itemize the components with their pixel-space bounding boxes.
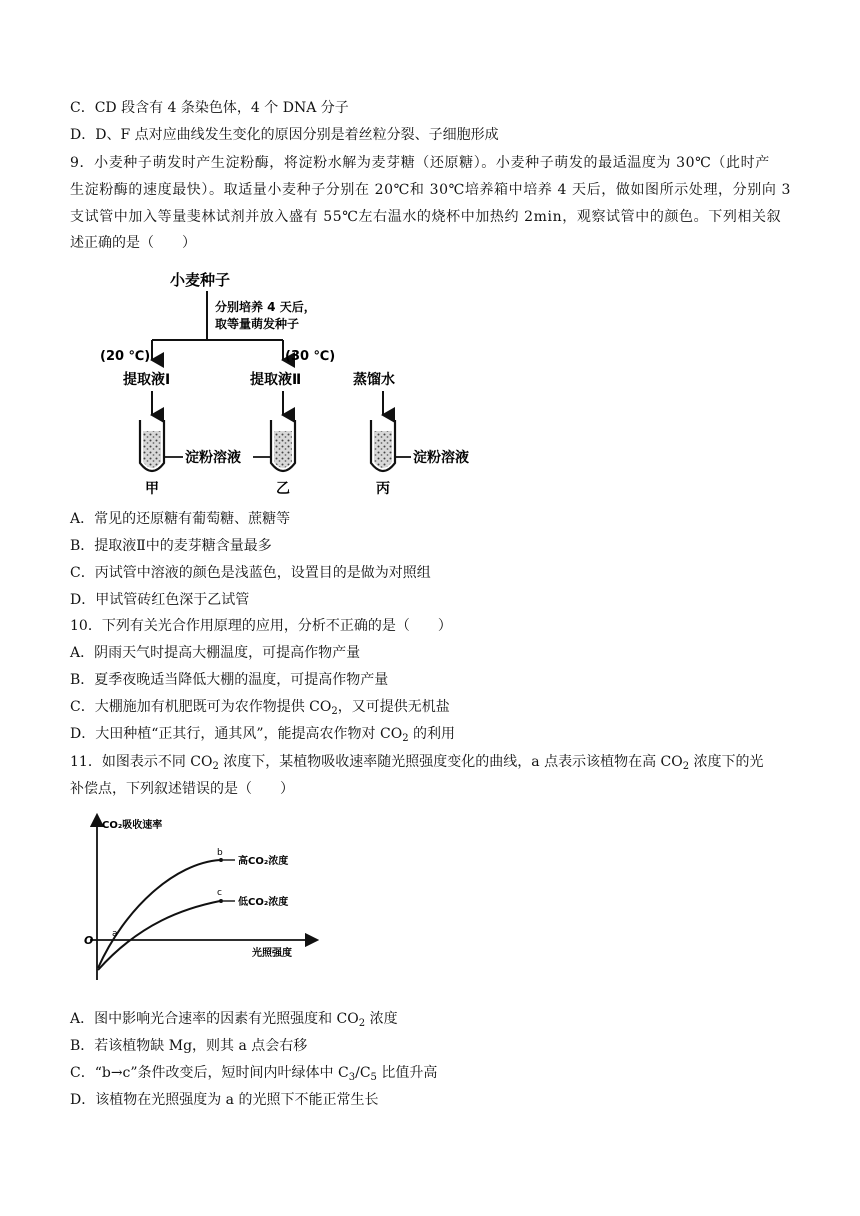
- diagram-seed-label: 小麦种子: [170, 271, 231, 289]
- q10-option-b: B．夏季夜晚适当降低大棚的温度，可提高作物产量: [70, 672, 389, 688]
- q9-stem-line4: 述正确的是（ ）: [70, 235, 196, 251]
- point-c-mark: [219, 899, 223, 903]
- option-d-q8: D．D、F 点对应曲线发生变化的原因分别是着丝粒分裂、子细胞形成: [70, 127, 499, 143]
- point-b-label: b: [217, 848, 223, 858]
- tube-a-liquid: [143, 431, 161, 468]
- q11-option-c: C．“b→c”条件改变后，短时间内叶绿体中 $C_3/C_5$ 比值升高: [70, 1065, 438, 1083]
- q9-option-c: C．丙试管中溶液的颜色是浅蓝色，设置目的是做为对照组: [70, 565, 431, 581]
- tube-a-label: 甲: [145, 481, 159, 495]
- q10-option-d: D．大田种植“正其行，通其风”，能提高农作物对 $CO_2$ 的利用: [70, 726, 456, 744]
- q9-option-a: A．常见的还原糖有葡萄糖、蔗糖等: [70, 511, 291, 527]
- q10-option-c: C．大棚施加有机肥既可为农作物提供 $CO_2$，又可提供无机盐: [70, 699, 450, 717]
- tube-b-label: 乙: [276, 481, 290, 495]
- temp-30-label: (30 ℃): [285, 349, 336, 364]
- x-axis-label: 光照强度: [252, 948, 292, 959]
- point-b-mark: [219, 858, 223, 862]
- q11-stem-line2: 补偿点，下列叙述错误的是（ ）: [70, 781, 294, 797]
- q11-option-d: D．该植物在光照强度为 a 的光照下不能正常生长: [70, 1092, 379, 1108]
- diagram-note-1: 分别培养 4 天后，: [215, 300, 316, 314]
- q11-stem-line1: 11．如图表示不同 $CO_2$ 浓度下，某植物吸收速率随光照强度变化的曲线，a 点表示该植物在高 $CO_2$ 浓度下的光: [70, 754, 764, 772]
- temp-20-label: (20 ℃): [100, 349, 151, 364]
- q9-stem-line1: 9．小麦种子萌发时产生淀粉酶，将淀粉水解为麦芽糖（还原糖）。小麦种子萌发的最适温度为 30℃（此时产: [70, 155, 770, 171]
- seed-experiment-diagram: [95, 265, 495, 495]
- legend-high-co2: 高CO₂浓度: [238, 856, 289, 867]
- starch-label-2: 淀粉溶液: [413, 450, 469, 466]
- q10-stem: 10．下列有关光合作用原理的应用，分析不正确的是（ ）: [70, 618, 452, 634]
- q11-option-a: A．图中影响光合速率的因素有光照强度和 $CO_2$ 浓度: [70, 1011, 398, 1029]
- q9-stem-line3: 支试管中加入等量斐林试剂并放入盛有 55℃左右温水的烧杯中加热约 2min，观察试管中的颜色。下列相关叙: [70, 209, 782, 225]
- tube-c-label: 丙: [376, 481, 390, 495]
- option-c-q8: C．CD 段含有 4 条染色体，4 个 DNA 分子: [70, 100, 349, 116]
- extract-2-label: 提取液Ⅱ: [250, 372, 302, 388]
- q9-option-b: B．提取液Ⅱ中的麦芽糖含量最多: [70, 538, 272, 554]
- q11-option-b: B．若该植物缺 Mg，则其 a 点会右移: [70, 1038, 308, 1054]
- starch-label-1: 淀粉溶液: [185, 450, 241, 466]
- q9-option-d: D．甲试管砖红色深于乙试管: [70, 592, 250, 608]
- point-a-label: a: [112, 929, 118, 939]
- origin-label: O: [84, 934, 94, 947]
- water-label: 蒸馏水: [353, 372, 395, 388]
- diagram-note-2: 取等量萌发种子: [215, 317, 300, 331]
- extract-1-label: 提取液Ⅰ: [123, 372, 171, 388]
- point-c-label: c: [217, 888, 222, 898]
- co2-absorption-chart: [80, 808, 320, 993]
- tube-b-liquid: [274, 431, 292, 468]
- legend-low-co2: 低CO₂浓度: [238, 897, 289, 908]
- y-axis-label: CO₂吸收速率: [102, 820, 163, 831]
- q10-option-a: A．阴雨天气时提高大棚温度，可提高作物产量: [70, 645, 361, 661]
- q9-stem-line2: 生淀粉酶的速度最快）。取适量小麦种子分别在 20℃和 30℃培养箱中培养 4 天后，做如图所示处理，分别向 3: [70, 182, 792, 198]
- tube-c-liquid: [374, 431, 392, 468]
